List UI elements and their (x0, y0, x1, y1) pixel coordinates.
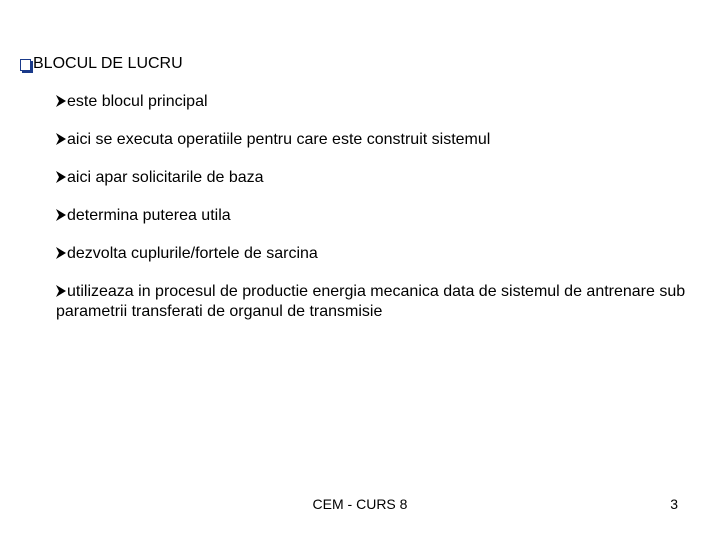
arrow-bullet-icon (56, 95, 66, 107)
square-bullet-icon (20, 59, 31, 71)
arrow-bullet-icon (56, 171, 66, 183)
list-item: determina puterea utila (56, 206, 706, 226)
list-item: aici apar solicitarile de baza (56, 168, 706, 188)
heading-text: BLOCUL DE LUCRU (33, 55, 183, 72)
footer-course-label: CEM - CURS 8 (312, 496, 408, 512)
bullet-list (56, 92, 706, 340)
page-number: 3 (670, 496, 678, 512)
list-item: dezvolta cuplurile/fortele de sarcina (56, 244, 706, 264)
arrow-bullet-icon (56, 133, 66, 145)
arrow-bullet-icon (56, 247, 66, 259)
arrow-bullet-icon (56, 285, 66, 297)
list-item: aici se executa operatiile pentru care este construit sistemul (56, 130, 706, 150)
list-item: este blocul principal (56, 92, 706, 112)
slide-heading (20, 54, 183, 74)
arrow-bullet-icon (56, 209, 66, 221)
list-item: utilizeaza in procesul de productie energia mecanica data de sistemul de antrenare sub parametrii transferati de organul de transmisie (56, 283, 686, 320)
